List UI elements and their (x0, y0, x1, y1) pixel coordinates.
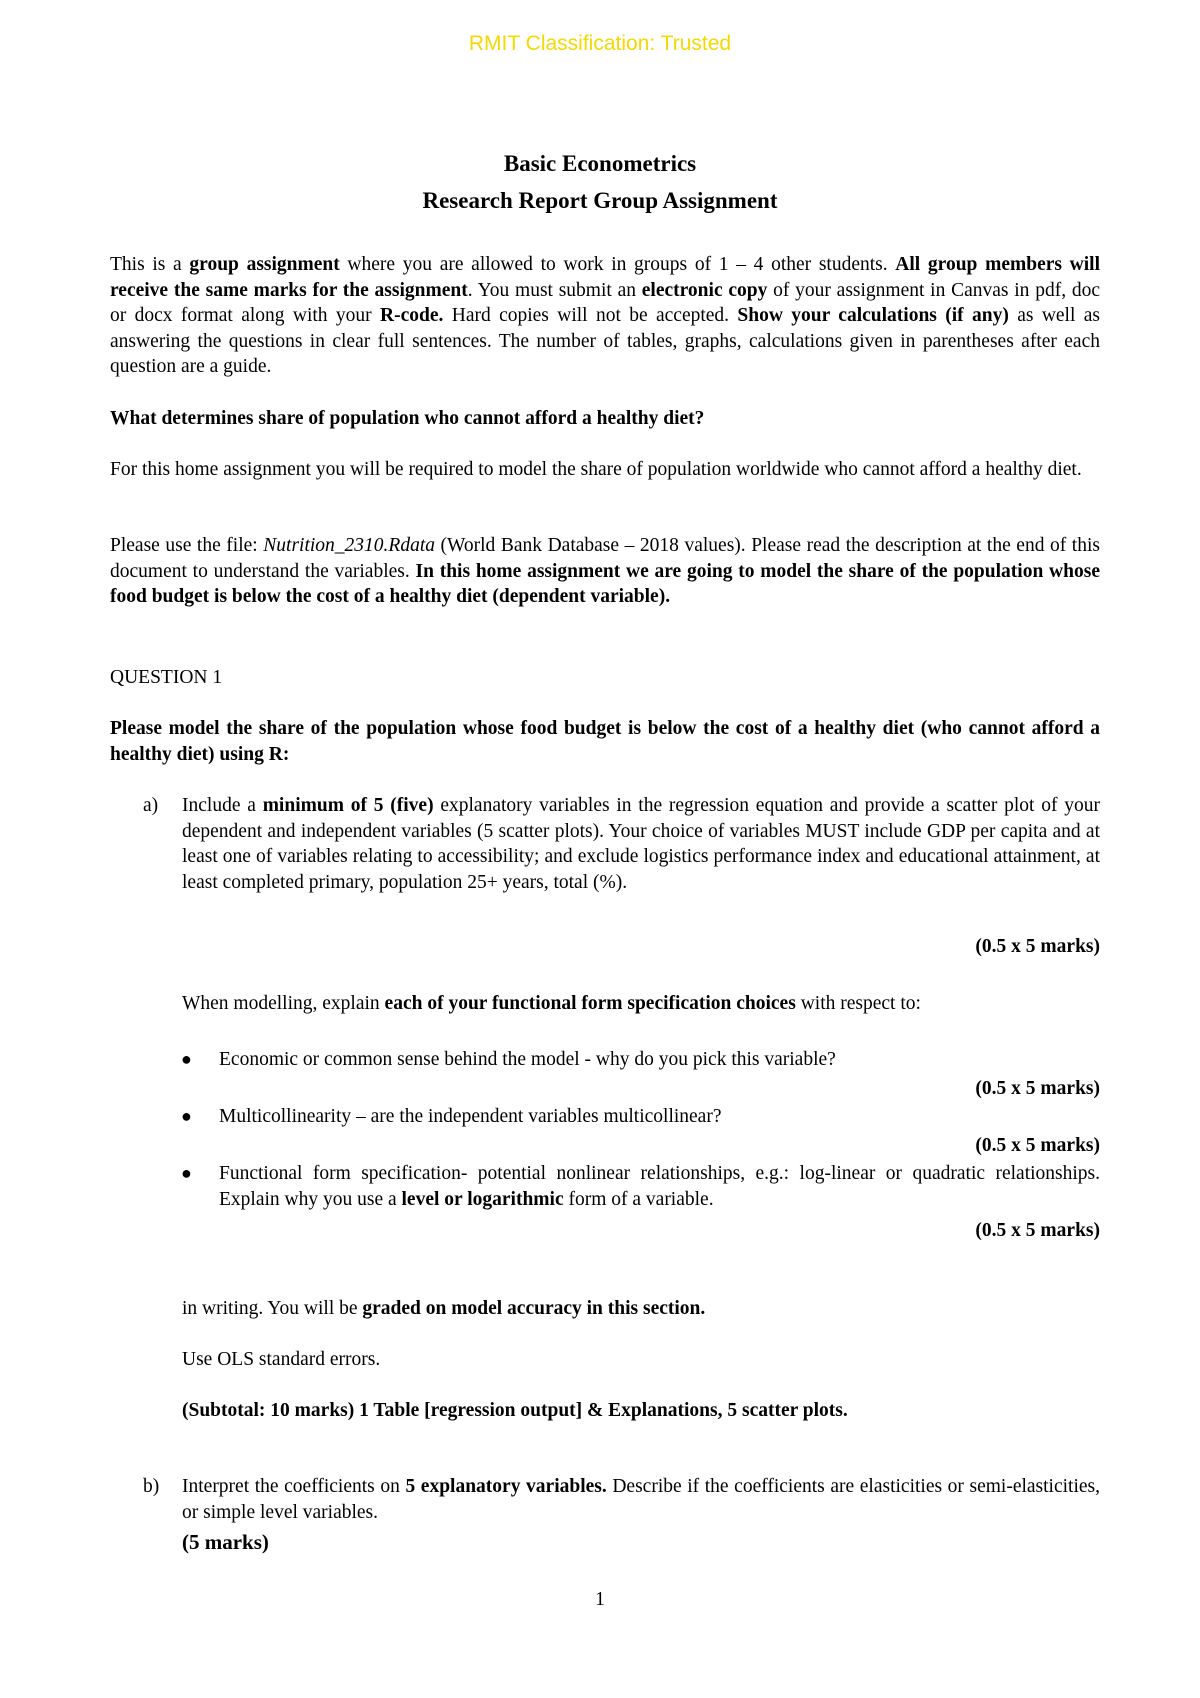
home-assignment-paragraph: For this home assignment you will be required to model the share of population worldwide who cannot afford a healthy diet. (110, 459, 1082, 480)
intro-paragraph: This is a group assignment where you are allowed to work in groups of 1 – 4 other students. All group members will receive the same marks for the assignment. You must submit an electronic copy of your assignment in Canvas in pdf, doc or docx format along with your R-code. Hard copies will not be accepted. Show your calculations (if any) as well as answering the questions in clear full sentences. The number of tables, graphs, calculations given in parentheses after each question are a guide. (110, 254, 1100, 377)
item-a-marks: (0.5 x 5 marks) (975, 936, 1100, 957)
document-title: Basic Econometrics (503, 151, 697, 176)
bullet-multicollinearity-marks: (0.5 x 5 marks) (975, 1135, 1100, 1156)
writing-text: in writing. You will be graded on model accuracy in this section. (182, 1298, 706, 1319)
file-paragraph: Please use the file: Nutrition_2310.Rdata (World Bank Database – 2018 values). Please read the description at the end of this document to understand the variables. In this home assignment we are going to model the share of the population whose food budget is below the cost of a healthy diet (dependent variable). (110, 535, 1100, 607)
item-a-text: Include a minimum of 5 (five) explanatory variables in the regression equation and provide a scatter plot of your dependent and independent variables (5 scatter plots). Your choice of variables MUST include GDP per capita and at least one of variables relating to accessibility; and exclude logistics performance index and educational attainment, at least completed primary, population 25+ years, total (%). (182, 795, 1100, 893)
question-1-heading: QUESTION 1 (110, 667, 223, 688)
bullet-functional-form-marks: (0.5 x 5 marks) (975, 1220, 1100, 1241)
file-name: Nutrition_2310.Rdata (263, 535, 435, 556)
document-subtitle: Research Report Group Assignment (422, 188, 778, 213)
bullet-functional-form: Functional form specification- potential nonlinear relationships, e.g.: log-linear or quadratic relationships. Explain why you use a level or logarithmic form of a variable. (219, 1163, 1100, 1210)
subtotal-text: (Subtotal: 10 marks) 1 Table [regression output] & Explanations, 5 scatter plots. (182, 1400, 848, 1421)
main-question: What determines share of population who cannot afford a healthy diet? (110, 408, 705, 429)
question-1-prompt: Please model the share of the population whose food budget is below the cost of a healthy diet (who cannot afford a healthy diet) using R: (110, 718, 1100, 765)
ols-text: Use OLS standard errors. (182, 1349, 381, 1370)
bullet-economic-sense: Economic or common sense behind the model - why do you pick this variable? (219, 1049, 836, 1070)
item-b-marker: b) (143, 1476, 160, 1497)
bullet-icon: ● (181, 1106, 192, 1126)
item-b-marks: (5 marks) (182, 1530, 269, 1554)
item-b-text: Interpret the coefficients on 5 explanatory variables. Describe if the coefficients are elasticities or semi-elasticities, or simple level variables. (182, 1476, 1100, 1523)
bullet-economic-marks: (0.5 x 5 marks) (975, 1078, 1100, 1099)
explain-choices-text: When modelling, explain each of your functional form specification choices with respect to: (182, 993, 921, 1014)
item-a-marker: a) (143, 795, 159, 816)
page-number: 1 (595, 1589, 605, 1610)
classification-label: RMIT Classification: Trusted (468, 32, 732, 55)
bullet-icon: ● (181, 1049, 192, 1069)
bullet-icon: ● (181, 1163, 192, 1183)
bullet-multicollinearity: Multicollinearity – are the independent variables multicollinear? (219, 1106, 722, 1127)
